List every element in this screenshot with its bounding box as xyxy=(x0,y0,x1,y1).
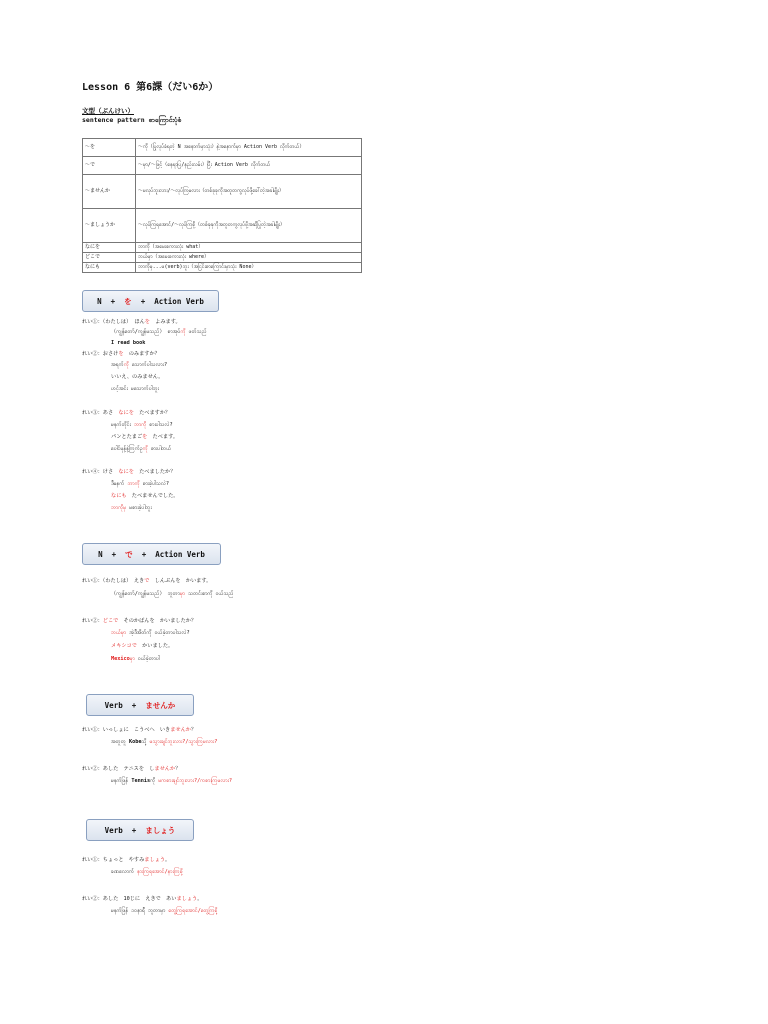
example-line: ဘယ်မှာ အဲ့ဒီအိတ်ကို ဝယ်ခဲ့တာပါသလဲ? xyxy=(111,630,190,636)
pattern-cell: 〜ましょうか xyxy=(83,209,136,243)
example-line: れい①：（わたしは） ほんを よみます。 xyxy=(82,319,181,325)
section-particle: で xyxy=(125,549,133,559)
example-line: れい②：おさけを のみますか？ xyxy=(82,351,160,357)
example-line: ဒီမနက် ဘာကို စားခဲ့ပါသလဲ? xyxy=(111,481,170,487)
example-line: なにも たべませんでした。 xyxy=(111,493,179,499)
table-row xyxy=(83,263,362,273)
example-line: Mexicoမှာ ဝယ်ခဲ့တာပါ xyxy=(111,656,160,662)
table-row xyxy=(83,175,362,209)
meaning-cell: 〜ကို（ပြုလုပ်ခံရတဲ့ N အနောက်မှာသုံး）နဲ့အနောက်မှာ Action Verb လိုက်တယ်） xyxy=(136,139,362,157)
subtitle-en: sentence pattern စာကြောင်းပုံစံ xyxy=(82,116,182,124)
example-line: れい①：いっしょに こうべへ いきませんか？ xyxy=(82,727,197,733)
example-line: メキシコで かいました。 xyxy=(111,643,174,649)
example-line: အရက်ကို သောက်ပါသလား? xyxy=(111,362,168,368)
example-line: れい①：（わたしは） えきで しんぶんを かいます。 xyxy=(82,578,212,584)
example-line: れい④：けさ なにを たべましたか？ xyxy=(82,469,176,475)
table-row xyxy=(83,243,362,253)
subtitle-jp: 文型（ぶんけい） xyxy=(82,107,134,115)
example-line: မနက်တိုင်း ဘာကို စားပါသလဲ? xyxy=(111,422,173,428)
section-prefix: N + xyxy=(97,296,125,306)
meaning-cell: ဘာကို（အမေးစကားလုံး what） xyxy=(136,243,362,253)
example-line: မနက်ဖြန် Tennisကို မကစားချင်ဘူးလား?/ကစားကြမလား? xyxy=(111,778,233,784)
meaning-cell: 〜မလုပ်ဘူးလား/〜လုပ်ကြမလား（တစ်ခုခုကိုအတူတကွလုပ်ဖို့ခေါ်တဲ့အခါမျိုး） xyxy=(136,175,362,209)
pattern-cell: なにを xyxy=(83,243,136,253)
section-header-verb-mashou xyxy=(86,819,194,841)
meaning-cell: ဘာကိုမှ...မ(verb)ဘူး（အငြင်းစာကြောင်းမှာသုံး None） xyxy=(136,263,362,273)
meaning-cell: 〜မှာ/〜ဖြင့်（နေရာပြ/နည်းလမ်း）ပြီး Action Verb လိုက်တယ် xyxy=(136,157,362,175)
table-row xyxy=(83,209,362,243)
example-line: れい②：あした テニスを しませんか？ xyxy=(82,766,181,772)
grammar-table xyxy=(82,138,362,273)
section-prefix: N + xyxy=(98,549,126,559)
example-line: （ကျွန်တော်/ကျွန်မသည်） ဘူတာမှာ သတင်းစာကို ဝယ်သည် xyxy=(111,591,234,597)
pattern-cell: なにも xyxy=(83,263,136,273)
section-prefix: Verb + xyxy=(104,825,146,835)
section-particle: ませんか xyxy=(145,700,176,710)
example-line: れい①：ちょっと やすみましょう。 xyxy=(82,857,171,863)
pattern-cell: 〜で xyxy=(83,157,136,175)
section-suffix: + Action Verb xyxy=(132,549,205,559)
example-line: いいえ、のみません。 xyxy=(111,374,164,380)
section-particle: ましょう xyxy=(145,825,176,835)
example-line: မနက်ဖြန် ၁၀နာရီ ဘူတာမှာ တွေ့ကြရအောင်/တွေ့ကြစို့ xyxy=(111,908,218,914)
table-row xyxy=(83,157,362,175)
example-line: れい③：あさ なにを たべますか？ xyxy=(82,410,171,416)
section-header-n-wo xyxy=(82,290,219,312)
example-line: ဟင့်အင်း မသောက်ပါဘူး xyxy=(111,386,160,392)
lesson-title: Lesson 6 第6課（だい6か） xyxy=(82,82,219,93)
pattern-cell: 〜を xyxy=(83,139,136,157)
example-line: ခဏလောက် နားကြရအောင်/နားကြစို့ xyxy=(111,869,183,875)
example-line: れい②：あした 10じに えきで あいましょう。 xyxy=(82,896,203,902)
meaning-cell: ဘယ်မှာ（အမေးစကားလုံး where） xyxy=(136,253,362,263)
section-suffix: + Action Verb xyxy=(131,296,204,306)
example-line: အတူတူ Kobeသို့ မသွားချင်ဘူးလား?/သွားကြမလား? xyxy=(111,739,218,745)
table-row xyxy=(83,139,362,157)
section-prefix: Verb + xyxy=(104,700,146,710)
pattern-cell: どこで xyxy=(83,253,136,263)
example-line: ဘာကိုမှ မစားခဲ့ပါဘူး xyxy=(111,505,152,511)
example-line: パンとたまごを たべます。 xyxy=(111,434,179,440)
section-header-n-de xyxy=(82,543,221,565)
meaning-cell: 〜လုပ်ကြရအောင်/〜လုပ်ကြစို့（တစ်ခုခုကိုအတူတကွလုပ်ဖို့အဆိုပြုတဲ့အခါမျိုး） xyxy=(136,209,362,243)
example-line: （ကျွန်တော်/ကျွန်မသည်） စာအုပ်ကို ဖတ်သည် xyxy=(111,329,207,335)
example-line: れい②：どこで そのかばんを かいましたか？ xyxy=(82,618,197,624)
example-line: ပေါင်မုန့်နဲ့ကြက်ဥကို စားပါတယ် xyxy=(111,446,172,452)
pattern-cell: 〜ませんか xyxy=(83,175,136,209)
example-line: I read book xyxy=(111,340,146,346)
table-row xyxy=(83,253,362,263)
section-particle: を xyxy=(124,296,132,306)
section-header-verb-masenka xyxy=(86,694,194,716)
